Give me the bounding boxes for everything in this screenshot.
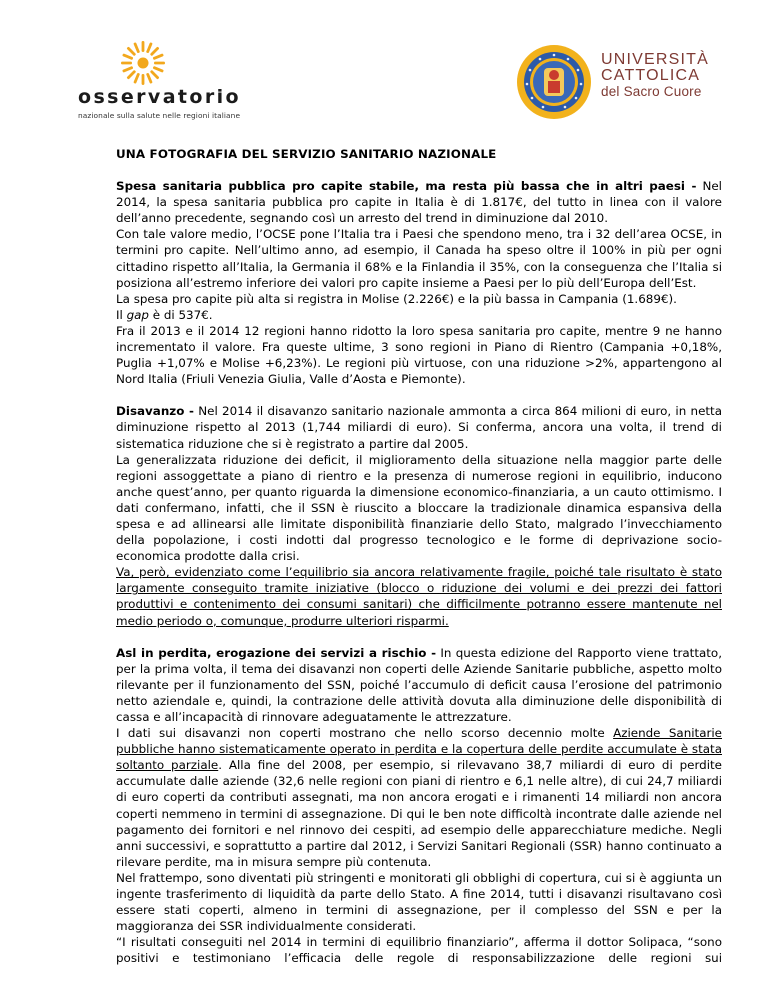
university-seal-icon	[516, 44, 592, 120]
paragraph-gap	[116, 307, 722, 323]
section-heading-disavanzo: Disavanzo -	[116, 404, 194, 419]
paragraph-text: Il	[116, 307, 127, 322]
document-body	[116, 146, 722, 967]
paragraph-obblighi-copertura: Nel frattempo, sono diventati più stringenti e monitorati gli obblighi di copertura, cui si è aggiunta un ingente trasferimento di liquidità da parte dello Stato. A fine 2014, tutti i disavanzi risultavano così essere stati coperti, almeno in termini di assegnazione, per il complesso del SSN e per la maggioranza dei SSR individualmente considerati.	[116, 870, 722, 934]
paragraph-molise: La spesa pro capite più alta si registra in Molise (2.226€) e la più bassa in Campania (1.689€).	[116, 291, 677, 306]
paragraph-riduzione-deficit: La generalizzata riduzione dei deficit, il miglioramento della situazione nella maggior parte delle regioni assoggettate a piano di rientro e la presenza di numerose regioni in equilibrio, inducono anche quest’anno, per quanto riguarda la dimensione economico-finanziaria, a un cauto ottimismo. I dati confermano, infatti, che il SSN è riuscito a bloccare la tradizionale dinamica espansiva della spesa e ad allinearsi alle limitate disponibilità finanziarie dello Stato, malgrado l’invecchiamento della popolazione, i costi indotti dal progresso tecnologico e le forme di deprivazione socio-economica prodotte dalla crisi.	[116, 452, 722, 564]
paragraph-text: I dati sui disavanzi non coperti mostrano che nello scorso decennio molte	[116, 726, 614, 741]
university-name-line2: CATTOLICA	[601, 67, 701, 84]
section-asl-intro	[116, 645, 722, 725]
section-heading-asl: Asl in perdita, erogazione dei servizi a rischio -	[116, 645, 437, 660]
paragraph-text: In questa edizione del Rapporto viene trattato, per la prima volta, il tema dei disavanzi non coperti delle Aziende Sanitarie pubbliche, aspetto molto rilevante per il funzionamento del SSN, poiché l’accumulo di deficit causa l’erosione del patrimonio netto aziendale e, quindi, la contrazione delle attività dovuta alla diminuzione delle disponibilità di cassa e all’incapacità di rinnovare adeguatamente le attrezzature.	[116, 645, 722, 724]
paragraph-equilibrio-fragile: Va, però, evidenziato come l’equilibrio sia ancora relativamente fragile, poiché tale risultato è stato largamente conseguito tramite iniziative (blocco o riduzione dei volumi e dei prezzi dei fattori produttivi e contenimento dei consumi sanitari) che difficilmente potranno essere mantenute nel medio periodo o, comunque, produrre ulteriori risparmi.	[116, 565, 722, 628]
section-heading-spesa: Spesa sanitaria pubblica pro capite stabile, ma resta più bassa che in altri paesi -	[116, 179, 697, 194]
paragraph-text: . Alla fine del 2008, per esempio, si rilevavano 38,7 miliardi di euro di perdite accumulate dalle aziende (32,6 nelle regioni con piani di rientro e 6,1 nelle altre), di cui 24,7 miliardi di euro coperti da contributi assegnati, ma non ancora erogati e i rimanenti 14 miliardi non ancora coperti nemmeno in termini di assegnazione. Di qui le ben note difficoltà incontrate dalle aziende nel pagamento dei fornitori e nel rinnovo dei cespiti, ad esempio delle apparecchiature mediche. Negli anni successivi, e soprattutto a partire dal 2012, i Servizi Sanitari Regionali (SSR) hanno continuato a rilevare perdite, ma in misura sempre più contenuta.	[116, 758, 722, 869]
universita-cattolica-logo	[516, 44, 716, 124]
gap-term: gap	[126, 307, 149, 322]
logo-wordmark: osservatorio	[78, 86, 242, 108]
paragraph-quote-solipaca: “I risultati conseguiti nel 2014 in termini di equilibrio finanziario”, afferma il dottor Solipaca, “sono positivi e testimoniano l’efficacia delle regole di responsabilizzazione delle regioni sui	[116, 935, 722, 966]
university-name	[601, 52, 709, 100]
paragraph-text: Nel 2014 il disavanzo sanitario nazionale ammonta a circa 864 milioni di euro, in netta diminuzione rispetto al 2013 (1,744 miliardi di euro). Si conferma, ancora una volta, il trend di sistematica riduzione che si è registrato a partire dal 2005.	[116, 404, 723, 451]
section-disavanzo-intro	[116, 403, 722, 451]
university-name-line1: UNIVERSITÀ	[601, 51, 710, 68]
logo-subtitle: nazionale sulla salute nelle regioni italiane	[78, 111, 241, 120]
paragraph-text: Nel 2014, la spesa sanitaria pubblica pro capite in Italia è di 1.817€, del tutto in linea con il valore dell’anno precedente, segnando così un arresto del trend in diminuzione dal 2010.	[116, 179, 722, 226]
paragraph-regioni: Fra il 2013 e il 2014 12 regioni hanno ridotto la loro spesa sanitaria pro capite, mentre 9 ne hanno incrementato il valore. Fra queste ultime, 3 sono regioni in Piano di Rientro (Campania +0,18%, Puglia +1,07% e Molise +6,23%). Le regioni più virtuose, con una riduzione >2%, appartengono al Nord Italia (Friuli Venezia Giulia, Valle d’Aosta e Piemonte).	[116, 323, 722, 387]
paragraph-ocse: Con tale valore medio, l’OCSE pone l’Italia tra i Paesi che spendono meno, tra i 32 dell’area OCSE, in termini pro capite. Nell’ultimo anno, ad esempio, il Canada ha speso oltre il 100% in più per ogni cittadino rispetto all’Italia, la Germania il 68% e la Finlandia il 35%, con la conseguenza che l’Italia si posiziona all’estremo inferiore dei valori pro capite insieme a Paesi per lo più dell’Europa dell’Est.	[116, 227, 722, 290]
paragraph-text: è di 537€.	[148, 307, 213, 322]
paragraph-disavanzi-non-coperti	[116, 725, 722, 870]
university-name-line3: del Sacro Cuore	[601, 84, 702, 99]
section-spesa-intro	[116, 178, 722, 226]
sun-icon	[120, 40, 166, 86]
document-title: UNA FOTOGRAFIA DEL SERVIZIO SANITARIO NAZIONALE	[116, 147, 497, 161]
osservatorio-logo	[78, 40, 298, 120]
underlined-text: Aziende Sanitarie pubbliche hanno sistematicamente operato in perdita e la copertura delle perdite accumulate è stata soltanto parziale	[116, 726, 722, 773]
